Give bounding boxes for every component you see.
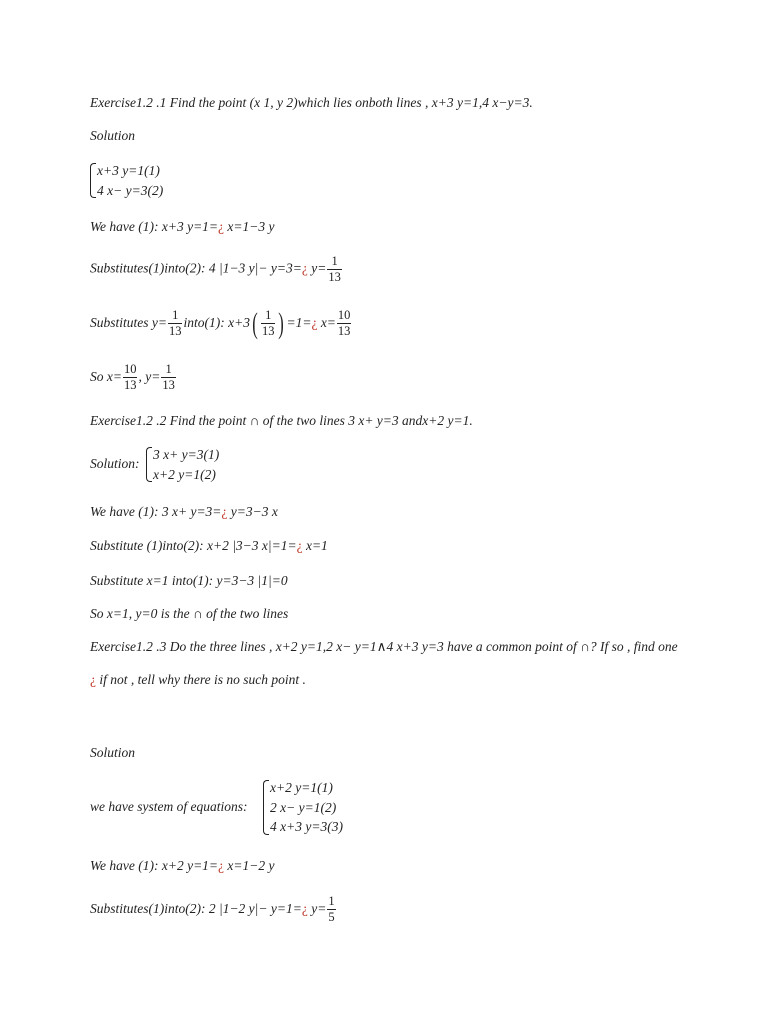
equation-system-1 [90,161,163,200]
step-text: Substitutes(1)into(2): 4 |1−3 y|− y=3= [90,260,302,276]
system-row: 3 x+ y=3(1) [153,447,220,462]
step-text: We have (1): x+2 y=1= [90,858,219,873]
fraction [327,894,335,925]
implies-symbol: ¿ [218,219,225,234]
step-text: We have (1): 3 x+ y=3= [90,504,222,519]
step-line [90,538,328,554]
implies-symbol: ¿ [221,504,228,519]
solution-heading-2: Solution: [90,456,140,471]
numerator: 1 [168,308,183,324]
denominator: 13 [337,324,351,339]
fraction [261,308,276,339]
denominator: 13 [162,378,175,393]
step-text: y= [311,901,327,916]
step-line [90,504,278,520]
step-line [90,219,275,235]
denominator: 13 [328,270,341,284]
exercise-3-title: Exercise1.2 .3 Do the three lines , x+2 y=1,2 x− y=1∧4 x+3 y=3 have a common point of ∩? If so , find one [90,639,678,654]
system-row: x+2 y=1(2) [153,466,216,482]
implies-symbol: ¿ [301,260,308,276]
system-row: 4 x+3 y=3(3) [270,819,343,834]
system-row: x+3 y=1(1) [97,163,160,178]
step-line [90,254,343,285]
exercise-1-title: Exercise1.2 .1 Find the point (x 1, y 2)which lies onboth lines , x+3 y=1,4 x−y=3. [90,95,533,110]
result-line: So x=1, y=0 is the ∩ of the two lines [90,606,289,621]
numerator: 1 [328,894,335,909]
step-line [90,306,352,341]
numerator: 1 [261,308,276,324]
left-paren: ( [252,306,258,340]
step-text: , y= [138,369,161,384]
system-label: we have system of equations: [90,799,248,814]
equation-system-2 [146,445,219,484]
step-text: y= [311,260,327,276]
numerator: 1 [327,254,342,270]
step-text: into(1): x+3 [183,315,250,330]
exercise-2-title: Exercise1.2 .2 Find the point ∩ of the two lines 3 x+ y=3 andx+2 y=1. [90,413,473,428]
fraction [161,362,176,393]
step-text: We have (1): x+3 y=1= [90,219,219,234]
equation-system-3 [263,778,343,837]
solution-heading-3: Solution [90,745,136,760]
step-line [90,858,275,874]
implies-symbol: ¿ [301,901,308,916]
step-text: x=1 [305,538,328,553]
solution-heading-1: Solution [90,128,136,143]
numerator: 10 [337,308,351,323]
result-line [90,361,177,393]
step-text: Substitute (1)into(2): x+2 |3−3 x|=1= [90,538,297,553]
step-text: y=3−3 x [230,504,278,519]
step-text: if not , tell why there is no such point . [99,672,306,687]
system-row: 4 x− y=3(2) [97,182,164,198]
fraction [168,308,183,339]
step-text: So x= [90,369,122,384]
numerator: 1 [161,362,176,378]
step-text: Substitutes y= [90,315,167,330]
left-brace [263,780,269,835]
system-row: x+2 y=1(1) [270,780,333,795]
step-line: Substitute x=1 into(1): y=3−3 |1|=0 [90,573,288,588]
fraction [337,308,352,339]
system-row: 2 x− y=1(2) [270,799,337,815]
fraction [327,254,342,285]
denominator: 13 [123,378,137,393]
step-text: x=1−2 y [227,858,275,873]
denominator: 13 [168,324,182,339]
denominator: 5 [328,910,335,925]
numerator: 10 [123,362,137,377]
implies-symbol: ¿ [218,858,225,873]
fraction [123,362,138,393]
implies-symbol: ¿ [296,538,303,553]
exercise-3-title-cont [90,672,306,688]
right-paren: ) [278,306,285,340]
step-text: Substitutes(1)into(2): 2 |1−2 y|− y=1= [90,901,302,916]
step-line [90,893,337,925]
left-brace [146,447,152,482]
implies-symbol: ¿ [311,315,318,330]
denominator: 13 [261,324,275,339]
step-text: x= [320,315,336,330]
step-text: x=1−3 y [227,219,275,234]
left-brace [90,163,96,198]
implies-symbol: ¿ [90,672,96,687]
step-text: =1= [286,315,312,330]
